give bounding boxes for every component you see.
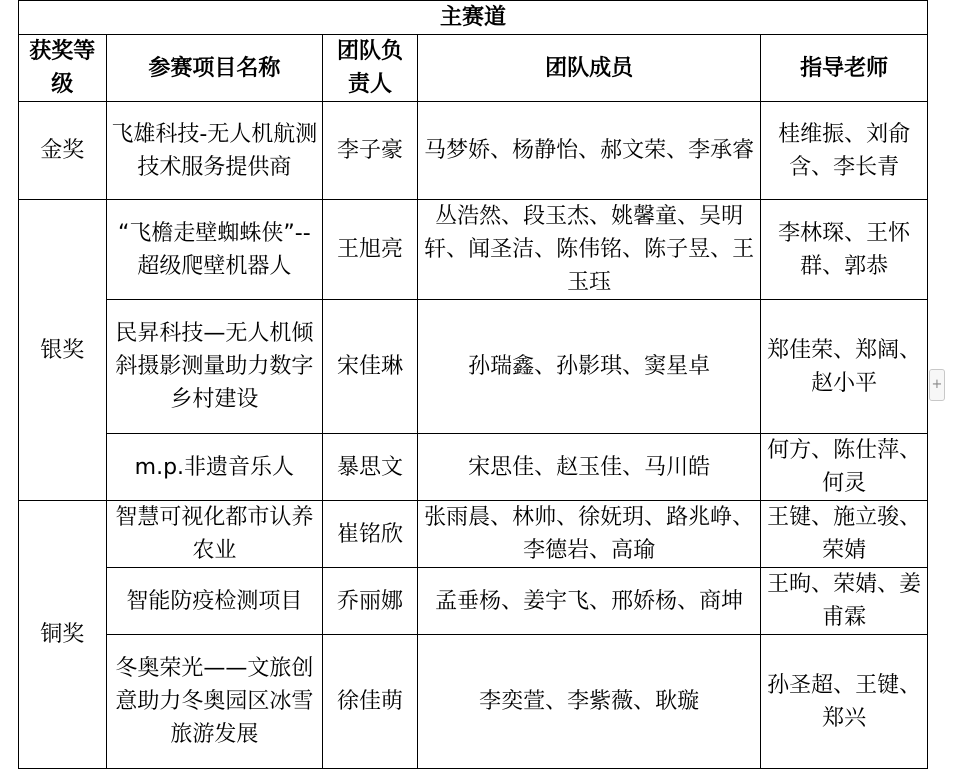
table-row: [19, 501, 928, 568]
award-level-cell: 铜奖: [19, 501, 107, 769]
project-cell: 冬奥荣光——文旅创意助力冬奥园区冰雪旅游发展: [106, 635, 322, 769]
table-row: [19, 434, 928, 501]
table-row: [19, 300, 928, 434]
members-cell: 马梦娇、杨静怡、郝文荣、李承睿: [418, 102, 761, 200]
members-cell: 李奕萱、李紫薇、耿璇: [418, 635, 761, 769]
leader-cell: 李子豪: [323, 102, 418, 200]
leader-cell: 崔铭欣: [323, 501, 418, 568]
header-advisors: 指导老师: [761, 35, 928, 102]
advisors-cell: 王键、施立骏、荣婧: [761, 501, 928, 568]
add-column-handle[interactable]: +: [929, 369, 945, 401]
header-award-level: 获奖等级: [19, 35, 107, 102]
leader-cell: 乔丽娜: [323, 568, 418, 635]
leader-cell: 宋佳琳: [323, 300, 418, 434]
advisors-cell: 王昫、荣婧、姜甫霖: [761, 568, 928, 635]
header-team-members: 团队成员: [418, 35, 761, 102]
award-level-cell: 银奖: [19, 200, 107, 501]
table-row: [19, 102, 928, 200]
advisors-cell: 桂维振、刘俞含、李长青: [761, 102, 928, 200]
table-row: [19, 200, 928, 300]
advisors-cell: 李林琛、王怀群、郭恭: [761, 200, 928, 300]
members-cell: 张雨晨、林帅、徐妩玥、路兆峥、李德岩、高瑜: [418, 501, 761, 568]
advisors-cell: 郑佳荣、郑阔、赵小平: [761, 300, 928, 434]
project-cell: 智能防疫检测项目: [106, 568, 322, 635]
project-cell: 智慧可视化都市认养农业: [106, 501, 322, 568]
table-title: 主赛道: [19, 1, 928, 35]
members-cell: 孙瑞鑫、孙影琪、窦星卓: [418, 300, 761, 434]
leader-cell: 王旭亮: [323, 200, 418, 300]
leader-cell: 暴思文: [323, 434, 418, 501]
award-level-cell: 金奖: [19, 102, 107, 200]
header-team-leader: 团队负责人: [323, 35, 418, 102]
project-cell: “飞檐走壁蜘蛛侠”--超级爬壁机器人: [106, 200, 322, 300]
table-title-row: [19, 1, 928, 35]
table-row: [19, 568, 928, 635]
table-header-row: [19, 35, 928, 102]
header-project-name: 参赛项目名称: [106, 35, 322, 102]
awards-table: [18, 0, 928, 769]
advisors-cell: 何方、陈仕萍、何灵: [761, 434, 928, 501]
project-cell: m.p.非遗音乐人: [106, 434, 322, 501]
members-cell: 宋思佳、赵玉佳、马川皓: [418, 434, 761, 501]
advisors-cell: 孙圣超、王键、郑兴: [761, 635, 928, 769]
members-cell: 孟垂杨、姜宇飞、邢娇杨、商坤: [418, 568, 761, 635]
table-row: [19, 635, 928, 769]
members-cell: 丛浩然、段玉杰、姚馨童、吴明轩、闻圣洁、陈伟铭、陈子昱、王玉珏: [418, 200, 761, 300]
project-cell: 民昇科技—无人机倾斜摄影测量助力数字乡村建设: [106, 300, 322, 434]
project-cell: 飞雄科技-无人机航测技术服务提供商: [106, 102, 322, 200]
leader-cell: 徐佳萌: [323, 635, 418, 769]
